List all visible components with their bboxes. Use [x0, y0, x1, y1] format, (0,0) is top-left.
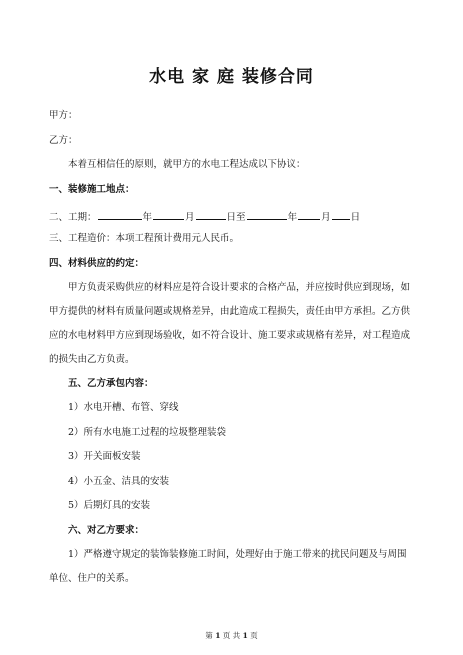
section-4-heading: 四、材料供应的约定：	[49, 258, 145, 269]
footer-di: 第	[205, 631, 213, 640]
footer-page-number: 1	[215, 631, 221, 640]
section-5-heading: 五、乙方承包内容：	[68, 378, 154, 389]
party-b-label: 乙方：	[49, 135, 78, 146]
end-day-label: 日	[350, 212, 361, 223]
end-day-blank	[332, 209, 350, 220]
start-year-label: 年	[142, 212, 153, 223]
section-6-line: 1）严格遵守规定的装饰装修施工时间，处理好由于施工带来的扰民问题及与周围	[68, 549, 407, 560]
page-footer	[0, 630, 463, 641]
end-month-blank	[298, 209, 320, 220]
intro-paragraph: 本着互相信任的原则，就甲方的水电工程达成以下协议：	[68, 159, 306, 170]
list-item: 1）水电开槽、布管、穿线	[68, 402, 179, 413]
list-item: 2）所有水电施工过程的垃圾整理装袋	[68, 427, 227, 438]
party-a-label: 甲方：	[49, 110, 78, 121]
start-year-blank	[98, 209, 142, 220]
end-year-label: 年	[287, 212, 298, 223]
list-item: 5）后期灯具的安装	[68, 500, 151, 511]
footer-total-pages: 1	[242, 631, 248, 640]
footer-ye-gong: 页 共	[222, 631, 241, 640]
list-item: 4）小五金、洁具的安装	[68, 476, 170, 487]
section-1-heading: 一、装修施工地点：	[49, 184, 135, 195]
end-year-blank	[247, 209, 287, 220]
section-6-line: 单位、住户的关系。	[49, 573, 135, 584]
footer-ye: 页	[250, 631, 258, 640]
end-month-label: 月	[321, 212, 331, 223]
contract-title: 水电 家 庭 装修合同	[149, 67, 314, 87]
list-item: 3）开关面板安装	[68, 451, 141, 462]
start-day-to-label: 日至	[226, 212, 246, 223]
section-4-line: 应的水电材料甲方应到现场验收，如不符合设计、施工要求或规格有差异，对工程造成	[49, 330, 411, 341]
section-6-heading: 六、对乙方要求：	[68, 525, 145, 536]
duration-prefix: 二、工期：	[49, 212, 97, 223]
section-4-line: 的损失由乙方负责。	[49, 354, 135, 365]
section-4-line: 甲方负责采购供应的材料应是符合设计要求的合格产品，并应按时供应到现场，如	[68, 282, 411, 293]
section-2-duration	[49, 209, 360, 224]
section-4-line: 甲方提供的材料有质量问题或规格差异，由此造成工程损失，责任由甲方承担。乙方供	[49, 306, 411, 317]
section-3-cost: 三、工程造价：本项工程预计费用元人民币。	[49, 233, 240, 244]
start-day-blank	[196, 209, 226, 220]
start-month-label: 月	[185, 212, 195, 223]
start-month-blank	[153, 209, 184, 220]
